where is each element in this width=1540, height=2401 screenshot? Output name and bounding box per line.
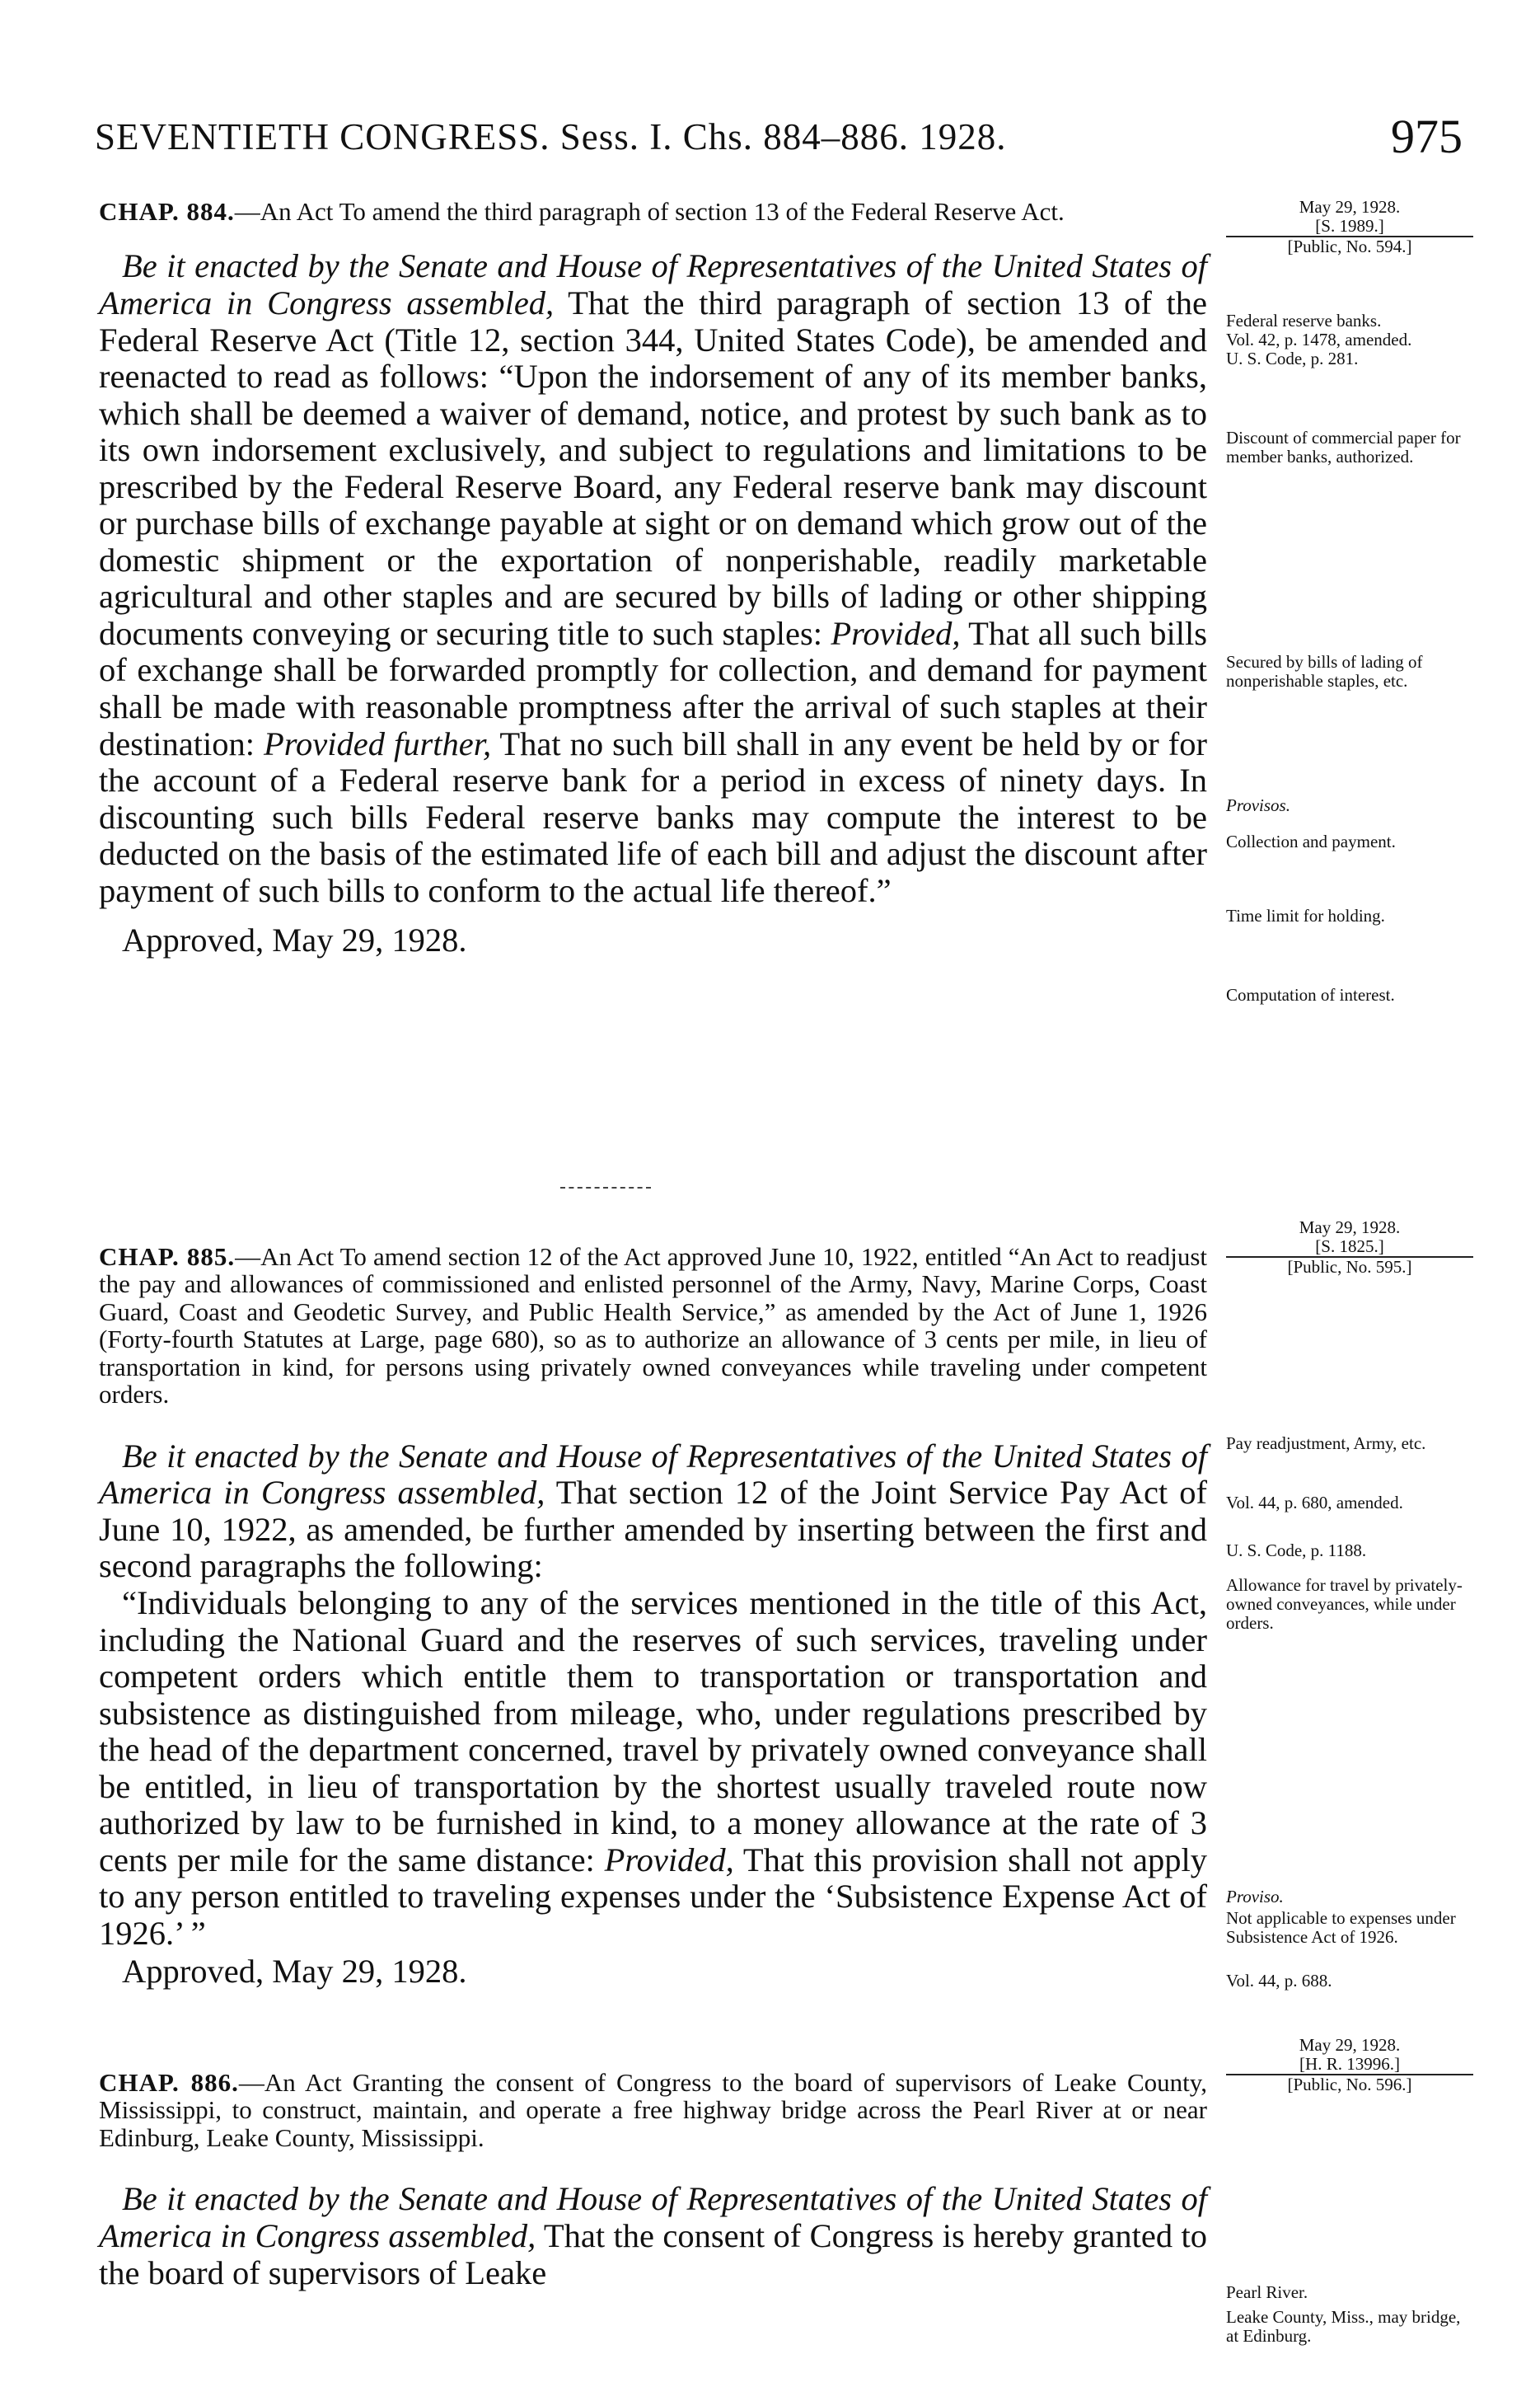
running-head-title: SEVENTIETH CONGRESS. Sess. I. Chs. 884–886. 1928. xyxy=(95,116,1007,157)
sidenote-us-code-1188: U. S. Code, p. 1188. xyxy=(1226,1540,1367,1560)
chapter-885-citation xyxy=(1226,1218,1473,1277)
sidenote-vol42: Vol. 42, p. 1478, amended. xyxy=(1226,330,1412,350)
chapter-885-text xyxy=(99,1438,1207,1585)
chapter-884-heading xyxy=(99,198,1207,225)
chapter-884-bill: [S. 1989.] xyxy=(1315,216,1384,237)
sidenote-pay-readjustment: Pay readjustment, Army, etc. xyxy=(1226,1433,1426,1453)
sidenote-proviso: Proviso. xyxy=(1226,1887,1284,1906)
chapter-886-public-law: [Public, No. 596.] xyxy=(1226,2074,1473,2094)
chapter-885-heading xyxy=(99,1243,1207,1409)
chapter-886-date: May 29, 1928. xyxy=(1299,2035,1401,2055)
chapter-884-date: May 29, 1928. xyxy=(1299,197,1401,217)
chapter-884-public-law: [Public, No. 594.] xyxy=(1226,236,1473,256)
sidenote-provisos: Provisos. xyxy=(1226,795,1290,815)
sidenote-vol44-680: Vol. 44, p. 680, amended. xyxy=(1226,1493,1403,1512)
chapter-884-cap: CHAP. 884. xyxy=(99,197,235,226)
sidenote-computation: Computation of interest. xyxy=(1226,985,1395,1005)
chapter-884-approved: Approved, May 29, 1928. xyxy=(122,921,467,959)
chapter-884-body: That the third paragraph of section 13 of the Federal Reserve Act (Title 12, section 344, United States Code), be amended and reenacted to read as follows: “Upon the indorsement of any of its member banks, which shall be deemed a waiver of demand, notice, and protest by such bank as to its own indorsement exclusively, and subject to regulations and limitations to be prescribed by the Federal Reserve Board, any Federal reserve bank may discount or purchase bills of exchange payable at sight or on demand which grow out of the domestic shipment or the exportation of nonperishable, readily marketable agricultural and other staples and are secured by bills of lading or other shipping documents conveying or securing title to such staples: xyxy=(99,284,1207,652)
sidenote-secured: Secured by bills of lading of nonperishable staples, etc. xyxy=(1226,652,1423,692)
chapter-886-heading xyxy=(99,2069,1207,2151)
sidenote-vol44-688: Vol. 44, p. 688. xyxy=(1226,1971,1332,1991)
chapter-885-body: That section 12 of the Joint Service Pay Act of June 10, 1922, as amended, be further amended by inserting between the first and second paragraphs the following: xyxy=(99,1474,1207,1585)
running-head xyxy=(95,110,1463,173)
sidenote-us-code-281: U. S. Code, p. 281. xyxy=(1226,349,1359,369)
chapter-885 xyxy=(99,1243,1207,1991)
sidenote-pearl-river: Pearl River. xyxy=(1226,2282,1308,2302)
chapter-884-proviso-1: Provided, xyxy=(831,614,961,652)
chapter-885-approved: Approved, May 29, 1928. xyxy=(122,1953,467,1991)
sidenote-collection: Collection and payment. xyxy=(1226,832,1396,851)
chapter-885-proviso: Provided, xyxy=(604,1841,734,1878)
chapter-884 xyxy=(99,198,1207,959)
section-divider xyxy=(560,1187,651,1189)
chapter-885-quoted-text xyxy=(99,1585,1207,1952)
sidenote-time-limit: Time limit for holding. xyxy=(1226,906,1385,926)
chapter-885-quote-2: That this provision shall not apply to any person entitled to traveling expenses under the ‘Subsistence Expense Act of 1926.’ ” xyxy=(99,1841,1207,1952)
chapter-884-text xyxy=(99,248,1207,909)
chapter-886-cap: CHAP. 886. xyxy=(99,2068,239,2097)
chapter-884-title: —An Act To amend the third paragraph of section 13 of the Federal Reserve Act. xyxy=(234,197,1065,226)
chapter-884-body-2: That all such bills of exchange shall be forwarded promptly for collection, and demand for payment shall be made with reasonable promptness after the arrival of such staples at their destination: xyxy=(99,614,1207,762)
chapter-886-body: That the consent of Congress is hereby granted to the board of supervisors of Leake xyxy=(99,2216,1207,2291)
chapter-885-title: —An Act To amend section 12 of the Act approved June 10, 1922, entitled “An Act to readjust the pay and allowances of commissioned and enlisted personnel of the Army, Navy, Marine Corps, Coast Guard, Coast and Geodetic Survey, and Public Health Service,” as amended by the Act of June 1, 1926 (Forty-fourth Statutes at Large, page 680), so as to authorize an allowance of 3 cents per mile, in lieu of transportation in kind, for persons using privately owned conveyances while traveling under competent orders. xyxy=(99,1242,1208,1409)
chapter-884-proviso-2: Provided further, xyxy=(264,725,492,762)
chapter-885-public-law: [Public, No. 595.] xyxy=(1226,1256,1473,1277)
sidenote-leake-county: Leake County, Miss., may bridge, at Edinburg. xyxy=(1226,2307,1461,2347)
chapter-885-bill: [S. 1825.] xyxy=(1315,1236,1384,1257)
chapter-884-enacting-clause: Be it enacted by the Senate and House of Representatives of the United States of America in Congress assembled, xyxy=(99,247,1207,322)
chapter-886-title: —An Act Granting the consent of Congress to the board of supervisors of Leake County, Mississippi, to construct, maintain, and operate a free highway bridge across the Pearl River at or near Edinburg, Leake County, Mississippi. xyxy=(99,2068,1208,2152)
chapter-885-date: May 29, 1928. xyxy=(1299,1217,1401,1237)
chapter-884-body-3: That no such bill shall in any event be held by or for the account of a Federal reserve bank for a period in excess of ninety days. In discounting such bills Federal reserve banks may compute the interest to be deducted on the basis of the estimated life of each bill and adjust the discount after payment of such bills to conform to the actual life thereof.” xyxy=(99,725,1208,909)
sidenote-federal-reserve: Federal reserve banks. xyxy=(1226,311,1382,331)
chapter-884-sidenote-1 xyxy=(1226,312,1473,368)
sidenote-discount: Discount of commercial paper for member banks, authorized. xyxy=(1226,428,1461,467)
chapter-886-bill: [H. R. 13996.] xyxy=(1299,2054,1400,2075)
chapter-886-text xyxy=(99,2181,1207,2291)
chapter-884-citation xyxy=(1226,198,1473,256)
page-number: 975 xyxy=(1391,110,1463,163)
sidenote-not-applicable: Not applicable to expenses under Subsistence Act of 1926. xyxy=(1226,1908,1456,1948)
chapter-885-quote: “Individuals belonging to any of the services mentioned in the title of this Act, including the National Guard and the reserves of such services, traveling under competent orders which entitle them to transportation or transportation and subsistence as distinguished from mileage, who, under regulations prescribed by the head of the department concerned, travel by privately owned conveyance shall be entitled, in lieu of transportation by the shortest usually traveled route now authorized by law to be furnished in kind, to a money allowance at the rate of 3 cents per mile for the same distance: xyxy=(99,1584,1207,1878)
sidenote-travel-allowance: Allowance for travel by privately-owned conveyances, while under orders. xyxy=(1226,1575,1463,1634)
chapter-886 xyxy=(99,2069,1207,2291)
chapter-885-cap: CHAP. 885. xyxy=(99,1242,236,1271)
chapter-886-enacting-clause: Be it enacted by the Senate and House of Representatives of the United States of America in Congress assembled, xyxy=(99,2180,1207,2254)
chapter-885-enacting-clause: Be it enacted by the Senate and House of Representatives of the United States of America in Congress assembled, xyxy=(99,1437,1207,1512)
chapter-886-citation xyxy=(1226,2036,1473,2094)
